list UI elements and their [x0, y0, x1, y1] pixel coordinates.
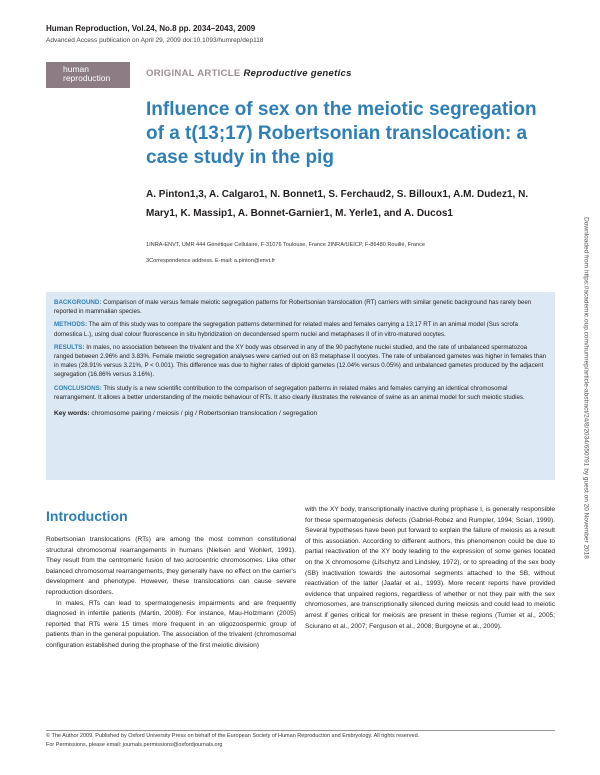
results-text: In males, no association between the trivalent and the XY body was observed in any of the 90 pachytene nuclei studied, and the rate of unbalanced spermatozoa ranged between 2.96% and 3.83%. Female meiotic segregation analyses were carried out on 83 metaphase II oocytes. The rate of unbalanced gametes was higher in females than in males (28.91% versus 3.21%, P < 0.001). This difference was due to higher rates of diploid gametes (12.04% versus 0.05%) and unbalanced gametes produced by the adjacent segregation (16.86% versus 3.16%). [54, 343, 547, 379]
abstract-results [54, 343, 547, 380]
doi-line: Advanced Access publication on April 29, 2009 doi:10.1093/humrep/dep118 [46, 37, 264, 44]
article-kind: ORIGINAL ARTICLE [146, 68, 241, 79]
article-type [146, 68, 352, 79]
journal-citation: Human Reproduction, Vol.24, No.8 pp. 2034–2043, 2009 [46, 24, 256, 33]
abstract-background [54, 298, 547, 316]
background-label: BACKGROUND: [54, 299, 102, 306]
logo-line-2: reproduction [63, 73, 111, 83]
abstract [46, 292, 555, 480]
author-list: A. Pinton1,3, A. Calgaro1, N. Bonnet1, S. Ferchaud2, S. Billoux1, A.M. Dudez1, N. Mary1, K. Massip1, A. Bonnet-Garnier1, M. Yerle1, and A. Ducos1 [146, 189, 529, 219]
conclusions-label: CONCLUSIONS: [54, 384, 102, 392]
logo-line-1: human [63, 64, 89, 74]
copyright-notice: © The Author 2009. Published by Oxford University Press on behalf of the European Society of Human Reproduction and Embryology. All rights reserved. [46, 733, 420, 739]
paragraph: with the XY body, transcriptionally inactive during prophase I, is generally responsible for these spermatogenesis defects (Gabriel-Robez and Rumpler, 1994; Sciari, 1999). Several hypotheses have been put forward to explain the failure of meiosis as a result of this association. According to different authors, this phenomenon could be due to partial reactivation of the XY body leading to the expression of some genes located on the X chromosome (Lifschytz and Lindsley, 1972), or to spreading of the sex body (SB) inactivation towards the autosomal segments attached to the SB, without reactivation of the latter (Jaafar et al., 1993). More recent reports have provided evidence that unpaired regions, regardless of whether or not they pair with the sex chromosomes, are transcriptionally silenced during meiosis and could lead to meiotic arrest if genes critical for meiosis are present in these regions (Turner et al., 2005; Sciurano et al., 2007; Ferguson et al., 2008; Burgoyne et al., 2009). [305, 506, 555, 630]
methods-text: The aim of this study was to compare the segregation patterns determined for related males and females carrying a 13;17 RT in an animal model (Sus scrofa domestica L.), using dual colour fluorescence in situ hybridization on decondensed sperm nuclei and metaphases II of in vitro-matured oocytes. [54, 321, 518, 338]
paragraph: Robertsonian translocations (RTs) are among the most common constitutional structural chromosomal rearrangements in humans (Nielsen and Wohlert, 1991). They result from the centromeric fusion of two acrocentric chromosomes. Like other balanced chromosomal rearrangements, they generally have no effect on the carrier's development and phenotype. However, these translocations can cause severe reproduction disorders. [46, 536, 296, 596]
body-column-left [46, 535, 296, 652]
abstract-conclusions [54, 384, 547, 402]
journal-logo [46, 62, 130, 88]
abstract-methods [54, 320, 547, 338]
background-text: Comparison of male versus female meiotic segregation patterns for Robertsonian translocation (RT) carriers with similar genetic background has rarely been reported in mammalian species. [54, 299, 532, 316]
section-heading: Introduction [46, 508, 128, 524]
paragraph: In males, RTs can lead to spermatogenesis impairments and are frequently diagnosed in infertile patients (Martin, 2008). For instance, Mau-Holzmann (2005) reported that RTs were 15 times more frequent in an oligozoospermic group of patients than in the general population. The association of the trivalent (chromosomal configuration established during the prophase of the first meiotic division) [46, 599, 296, 649]
footer-divider [46, 730, 555, 731]
article-title: Influence of sex on the meiotic segregation of a t(13;17) Robertsonian translocation: a case study in the pig [146, 99, 537, 168]
correspondence: 3Correspondence address. E-mail: a.pinton@envt.fr [146, 258, 276, 264]
keywords-label: Key words: [54, 410, 90, 418]
keywords [54, 409, 547, 418]
article-topic: Reproductive genetics [243, 68, 352, 79]
affiliations: 1INRA-ENVT, UMR 444 Génétique Cellulaire, F-31076 Toulouse, France 2INRA/UEICP, F-86480 Rouillé, France [146, 242, 425, 248]
methods-label: METHODS: [54, 321, 87, 329]
conclusions-text: This study is a new scientific contribution to the comparison of segregation patterns in related males and females carrying an identical chromosomal rearrangement. It allows a better understanding of the meiotic behaviour of RTs. It also clearly illustrates the relevance of swine as an animal model for such meiotic studies. [54, 384, 525, 401]
keywords-text: chromosome pairing / meiosis / pig / Robertsonian translocation / segregation [91, 410, 318, 418]
download-note: Downloaded from https://academic.oup.com/humrep/article-abstract/24/8/2034/650791 by guest on 20 November 2018 [582, 217, 590, 559]
results-label: RESULTS: [54, 343, 85, 351]
permissions-notice: For Permissions, please email: journals.permissions@oxfordjournals.org [46, 742, 223, 748]
body-column-right [305, 505, 555, 632]
